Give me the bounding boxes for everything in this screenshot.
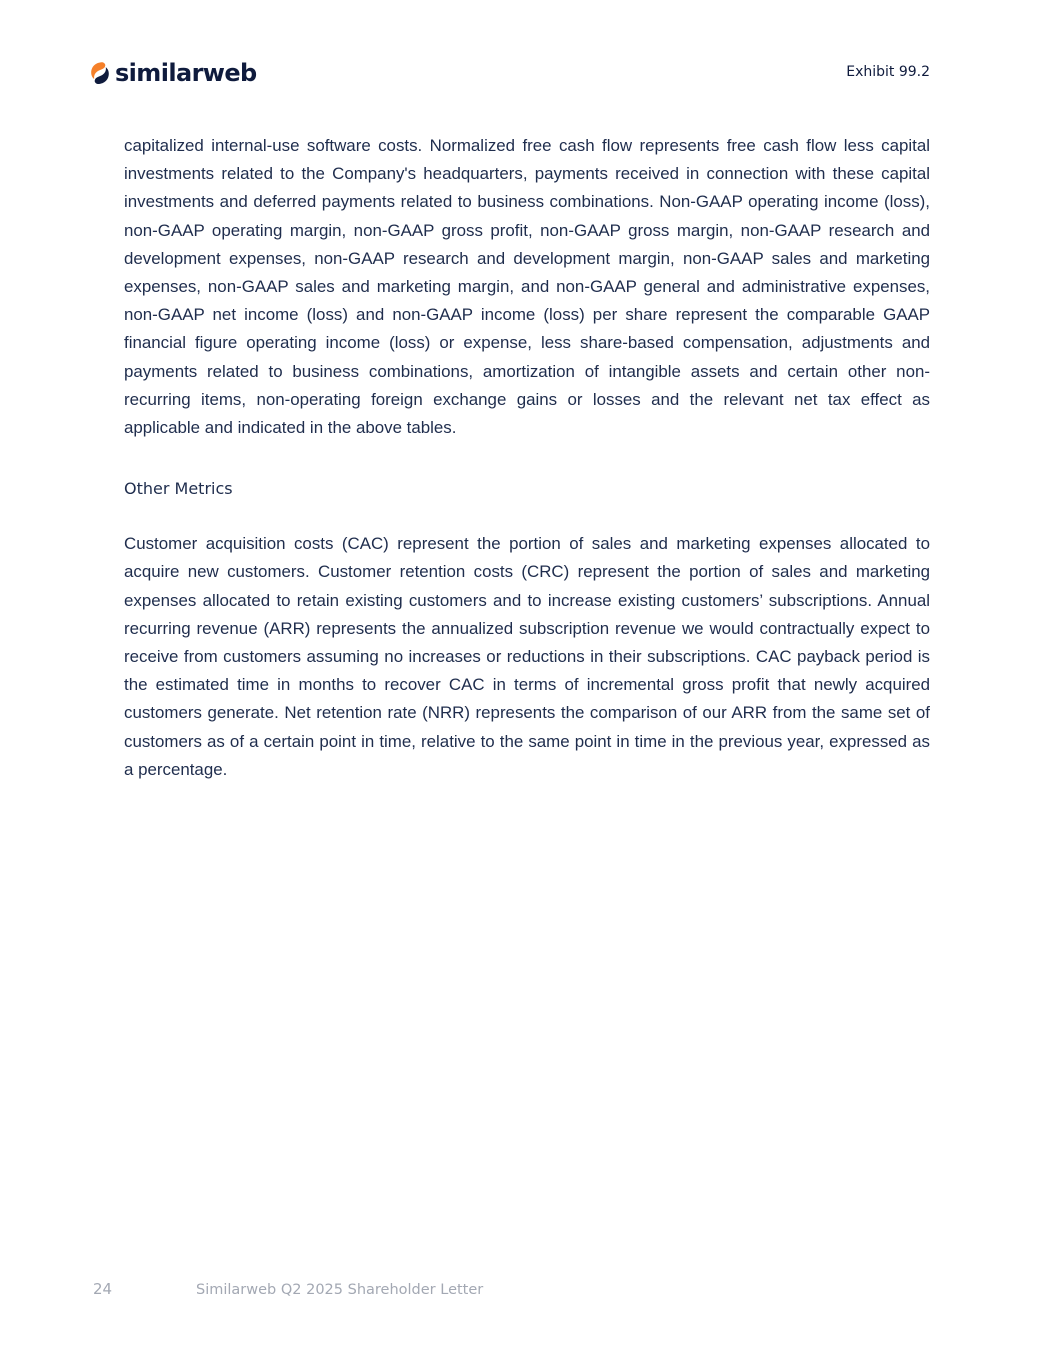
logo-wordmark: similarweb <box>115 59 257 87</box>
paragraph-other-metrics: Customer acquisition costs (CAC) represent the portion of sales and marketing expenses allocated to acquire new customers. Customer retention costs (CRC) represent the portion of sales and marketing expenses allocated to retain existing customers and to increase existing customers’ subscriptions. Annual recurring revenue (ARR) represents the annualized subscription revenue we would contractually expect to receive from customers assuming no increases or reductions in their subscriptions. CAC payback period is the estimated time in months to recover CAC in terms of incremental gross profit that newly acquired customers generate. Net retention rate (NRR) represents the comparison of our ARR from the same set of customers as of a certain point in time, relative to the same point in time in the previous year, expressed as a percentage. <box>124 534 930 779</box>
page-footer <box>0 1278 1055 1302</box>
exhibit-label: Exhibit 99.2 <box>846 64 930 80</box>
paragraph-non-gaap-definitions: capitalized internal-use software costs. Normalized free cash flow represents free cash flow less capital investments related to the Company's headquarters, payments received in connection with these capital investments and deferred payments related to business combinations. Non-GAAP operating income (loss), non-GAAP operating margin, non-GAAP gross profit, non-GAAP gross margin, non-GAAP research and development expenses, non-GAAP research and development margin, non-GAAP sales and marketing expenses, non-GAAP sales and marketing margin, and non-GAAP general and administrative expenses, non-GAAP net income (loss) and non-GAAP income (loss) per share represent the comparable GAAP financial figure operating income (loss) or expense, less share-based compensation, adjustments and payments related to business combinations, amortization of intangible assets and certain other non-recurring items, non-operating foreign exchange gains or losses and the relevant net tax effect as applicable and indicated in the above tables. <box>124 136 930 438</box>
similarweb-logo <box>89 58 257 88</box>
main-content <box>124 132 930 784</box>
similarweb-logo-icon <box>89 60 111 86</box>
section-heading-other-metrics: Other Metrics <box>124 479 233 499</box>
page-number: 24 <box>93 1280 113 1298</box>
footer-document-title: Similarweb Q2 2025 Shareholder Letter <box>196 1282 484 1298</box>
page-header <box>0 0 1055 110</box>
